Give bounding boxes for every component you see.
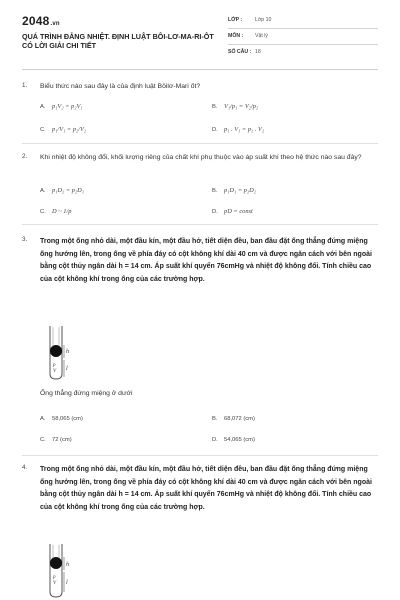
site-logo[interactable]: 2048.vn [22, 14, 60, 28]
header-divider [22, 69, 378, 70]
svg-text:p: p [53, 575, 56, 580]
question-text: Khi nhiệt độ không đổi, khối lượng riêng của chất khí phụ thuộc vào áp suất khí theo hệ thức nào sau đây? [40, 154, 362, 161]
question-text: Trong một ống nhỏ dài, một đầu kín, một đầu hở, tiết diện đều, ban đầu đặt ống thẳng đứng miệng ống hướng lên, trong ống về phía đáy có cột không khí dài 40 cm và được ngăn cách với bên ngoài bằng cột thủy ngân dài h = 14 cm. Áp suất khí quyển 76cmHg và nhiệt độ không đổi. Tính chiều cao của cột không khí trong ống của các trường hợp. [40, 238, 372, 283]
mercury-column [50, 345, 62, 357]
question-divider [22, 455, 378, 456]
tube-diagram [40, 540, 80, 600]
svg-text:h: h [66, 562, 69, 568]
svg-text:l: l [66, 580, 68, 586]
question-divider [22, 224, 378, 225]
svg-text:l: l [66, 366, 68, 372]
figure-caption: Ống thẳng đứng miệng ở dưới [40, 390, 133, 397]
svg-text:V: V [53, 581, 57, 586]
mercury-column [50, 557, 62, 569]
svg-text:V: V [53, 369, 57, 374]
svg-text:h: h [66, 349, 69, 355]
question-divider [22, 143, 378, 144]
svg-text:p: p [53, 363, 56, 368]
question-text: Biểu thức nào sau đây là của định luật Bôilơ-Mari ốt? [40, 83, 201, 90]
document-title: QUÁ TRÌNH ĐẲNG NHIỆT. ĐỊNH LUẬT BÔI-LƠ-MA-RI-ÔT CÓ LỜI GIẢI CHI TIẾT [22, 32, 214, 50]
question-text: Trong một ống nhỏ dài, một đầu kín, một đầu hở, tiết diện đều, ban đầu đặt ống thẳng đứng miệng ống hướng lên, trong ống về phía đáy có cột không khí dài 40 cm và được ngăn cách với bên ngoài bằng cột thủy ngân dài h = 14 cm. Áp suất khí quyển 76cmHg và nhiệt độ không đổi. Tính chiều cao của cột không khí trong ống của các trường hợp. [40, 466, 372, 511]
tube-diagram [40, 322, 80, 380]
page: 2048.vn QUÁ TRÌNH ĐẲNG NHIỆT. ĐỊNH LUẬT BÔI-LƠ-MA-RI-ÔT CÓ LỜI GIẢI CHI TIẾT LỚP : Lớp 10 MÔN : Vật lý SỐ CÂU : 18 1. Biểu thức nào sau đây là của định luật Bôilơ-Mari ốt? A. p₁V₂ = p₂V₁ B. V₁/p₁ = V₂/p₂ C. p₁/V₁ = p₂/V₂ D. p₁ . V₁ = p₂ . V₂ 2. Khi nhiệt độ không đổi, khối lượng riêng của chất khí phụ thuộc vào áp suất khí theo hệ thức nào sau đây? A. p₁D₂ = p₂D₁ B. p₁D₁ = p₂D₂ C. D ~ 1/p D. pD = const 3. Trong một ống nhỏ dài, một đầu kín, một đầu hở, tiết diện đều, ban đầu đặt ống thẳng đứng miệng ống hướng lên, trong ống về phía đáy có cột không khí dài 40 cm và được ngăn cách với bên ngoài bằng cột thủy ngân dài h = 14 cm. Áp suất khí quyển 76cmHg và nhiệt độ không đổi. Tính chiều cao của cột không khí trong ống của các trường hợp. h p V l Ống thẳng đứng miệng ở dưới A. 58,065 (cm) B. 68,072 (cm) C. 72 (cm) D. 54,065 (cm) 4. Trong một ống nhỏ dài, một đầu kín, một đầu hở, tiết diện đều, ban đầu đặt ống thẳng đứng miệng ống hướng lên, trong ống về phía đáy có cột không khí dài 40 cm và được ngăn cách với bên ngoài bằng cột thủy ngân dài h = 14 cm. Áp suất khí quyển 76cmHg và nhiệt độ không đổi. Tính chiều cao của cột không khí trong ống của các trường hợp. h p V l [0, 0, 400, 600]
